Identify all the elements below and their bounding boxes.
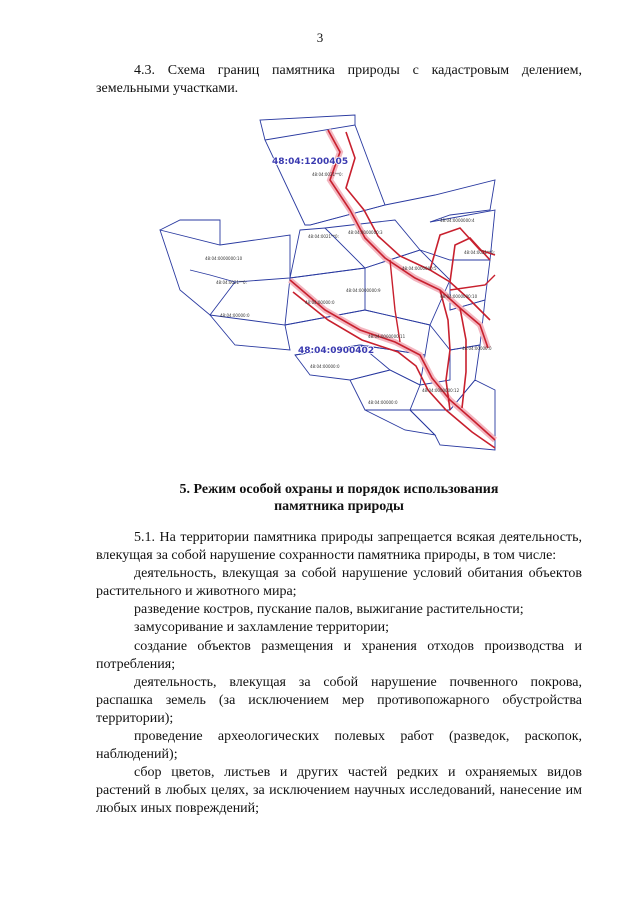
parcel-label: 48:04:00000:0 (462, 346, 492, 351)
parcel-label: 48:04:0021**0: (464, 250, 495, 255)
parcel-label: 48:04:0021**0: (216, 280, 247, 285)
cadastral-map-svg (150, 110, 500, 455)
list-item: разведение костров, пускание палов, выжигание растительности; (134, 602, 524, 618)
parcel-label: 48:04:0000000:9 (346, 288, 381, 293)
section-5-body (96, 529, 582, 819)
parcel-label: 48:04:0000000:10 (205, 256, 243, 261)
list-item: создание объектов размещения и хранения отходов производства и потребления; (96, 638, 582, 672)
parcel-label: 48:04:00000:0 (220, 313, 250, 318)
parcel-label: 48:04:0000000:4 (440, 218, 475, 223)
parcel-label: 48:04:0000000:10 (440, 294, 478, 299)
parcel-label: 48:04:0000000:5 (402, 266, 437, 271)
section-5-title (96, 481, 582, 515)
section-4-3-heading: 4.3. Схема границ памятника природы с кадастровым делением, земельными участками. (96, 63, 582, 96)
quarter-label-south: 48:04:0900402 (298, 346, 375, 356)
parcel-label: 48:04:0021**0: (308, 234, 339, 239)
cadastral-map (150, 110, 500, 455)
parcel-label: 48:04:00000:0 (368, 400, 398, 405)
parcel-label: 48:04:0000000:11 (368, 334, 406, 339)
paragraph-5-1: 5.1. На территории памятника природы запрещается всякая деятельность, влекущая за собой нарушение сохранности памятника природы, в том числе: (96, 530, 582, 564)
parcel-label: 48:04:00000:0 (310, 364, 340, 369)
section-5-title-line1: 5. Режим особой охраны и порядок использования (179, 482, 499, 497)
parcel-label: 48:04:0021**0: (312, 172, 343, 177)
page-number: 3 (316, 30, 324, 45)
list-item: проведение археологических полевых работ (разведок, раскопок, наблюдений); (96, 729, 582, 763)
parcel-label: 48:04:00000:0 (305, 300, 335, 305)
list-item: замусоривание и захламление территории; (134, 620, 389, 636)
list-item: деятельность, влекущая за собой нарушение почвенного покрова, распашка земель (за исключением мер противопожарного обустройства территории); (96, 674, 582, 726)
quarter-label-north: 48:04:1200405 (272, 157, 349, 167)
parcel-label: 48:04:0000000:3 (348, 230, 383, 235)
parcel-label: 48:04:0000000:12 (422, 388, 460, 393)
section-5-title-line2: памятника природы (274, 499, 404, 514)
list-item: деятельность, влекущая за собой нарушение условий обитания объектов растительного и животного мира; (96, 566, 582, 600)
list-item: сбор цветов, листьев и других частей редких и охраняемых видов растений в любых целях, за исключением научных исследований, нанесение им любых иных повреждений; (96, 765, 582, 817)
